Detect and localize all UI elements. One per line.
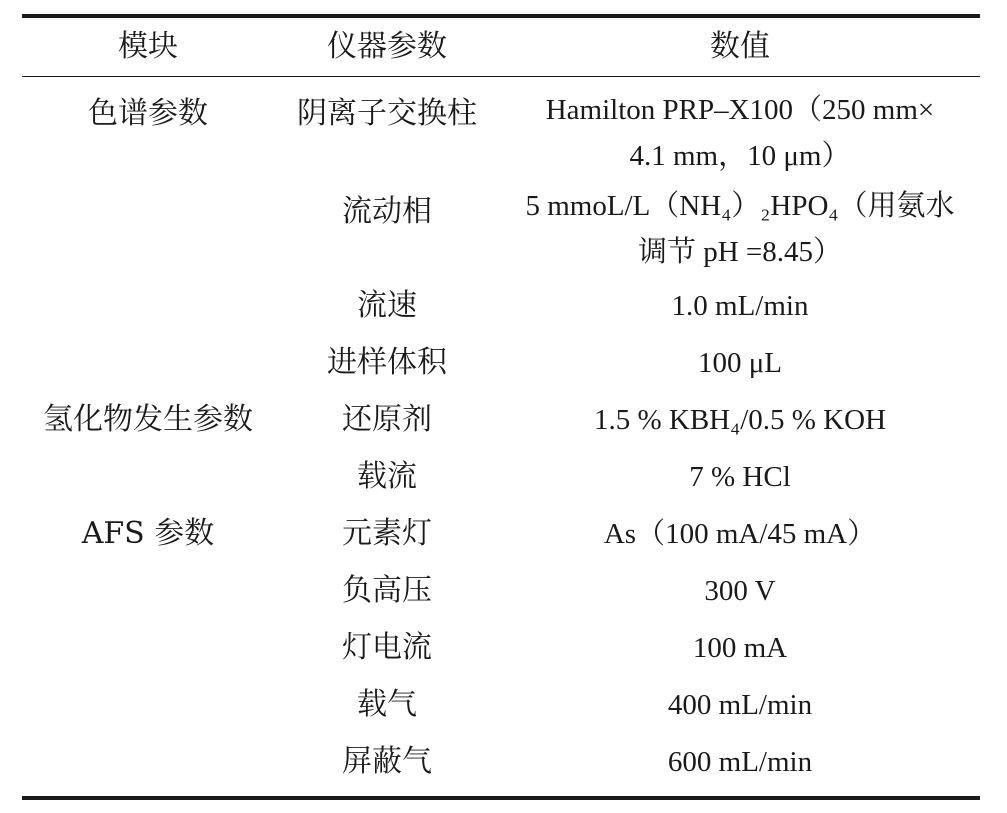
table-row	[22, 391, 980, 448]
table-row	[22, 505, 980, 562]
parameter-table	[22, 14, 980, 800]
table-row	[22, 181, 980, 277]
module-cell: 色谱参数	[88, 96, 208, 131]
module-cell	[22, 562, 274, 619]
header-param: 仪器参数	[327, 29, 447, 64]
table-row	[22, 676, 980, 733]
param-cell: 载气	[357, 686, 417, 722]
table-row	[22, 277, 980, 334]
param-cell: 流速	[357, 287, 417, 323]
table-row	[22, 77, 980, 181]
value-cell	[500, 181, 980, 277]
module-cell	[22, 181, 274, 277]
header-module: 模块	[118, 29, 178, 64]
module-cell: 氢化物发生参数	[43, 401, 253, 437]
param-cell: 载流	[357, 458, 417, 494]
table-row	[22, 334, 980, 391]
param-cell: 屏蔽气	[342, 743, 432, 779]
module-cell	[22, 277, 274, 334]
value-line: 5 mmoL/L（NH₄）₂HPO₄（用氨水	[525, 190, 955, 222]
param-cell: 进样体积	[327, 344, 447, 380]
param-cell: 元素灯	[342, 515, 432, 551]
value-cell: 1.5 % KBH₄/0.5 % KOH	[593, 403, 887, 436]
value-line: 调节 pH =8.45）	[637, 236, 843, 268]
value-cell: 7 % HCl	[689, 460, 791, 493]
value-cell: 600 mL/min	[667, 745, 813, 778]
module-cell	[22, 733, 274, 796]
param-cell: 还原剂	[342, 401, 432, 437]
table-row	[22, 619, 980, 676]
param-cell: 流动相	[342, 194, 432, 229]
value-cell: 100 μL	[697, 346, 782, 379]
header-row	[22, 18, 980, 76]
value-cell: As（100 mA/45 mA）	[603, 517, 877, 550]
table-body	[22, 77, 980, 796]
module-cell	[22, 334, 274, 391]
bottom-rule	[22, 796, 980, 800]
value-cell: 1.0 mL/min	[671, 289, 809, 322]
module-cell	[22, 676, 274, 733]
module-cell	[22, 619, 274, 676]
table-row	[22, 448, 980, 505]
value-cell	[500, 77, 980, 181]
value-cell: 300 V	[704, 574, 776, 607]
value-cell: 100 mA	[692, 631, 788, 664]
header-value: 数值	[710, 29, 770, 64]
module-cell	[22, 448, 274, 505]
param-cell: 负高压	[342, 572, 432, 608]
value-line: Hamilton PRP–X100（250 mm×	[545, 94, 935, 126]
module-cell: AFS 参数	[81, 515, 215, 551]
param-cell: 阴离子交换柱	[297, 96, 477, 131]
table-row	[22, 733, 980, 796]
param-cell: 灯电流	[342, 629, 432, 665]
value-line: 4.1 mm，10 μm）	[629, 140, 851, 172]
table-header	[22, 18, 980, 76]
value-cell: 400 mL/min	[667, 688, 813, 721]
table-row	[22, 562, 980, 619]
